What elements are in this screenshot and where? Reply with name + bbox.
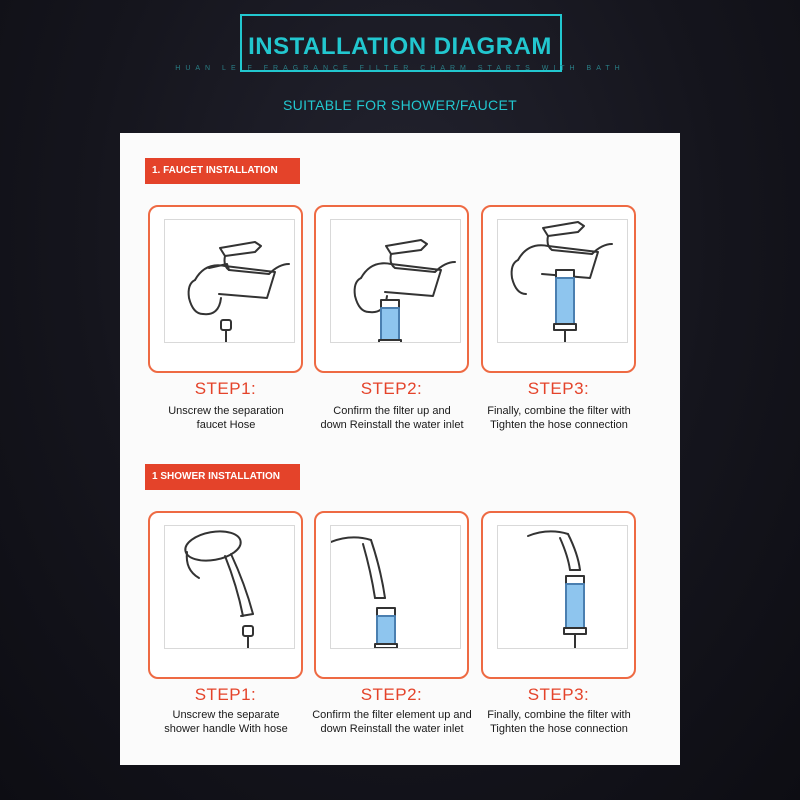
shower-step2-desc: Confirm the filter element up and down Reinstall the water inlet bbox=[312, 709, 472, 735]
shower-step1-desc: Unscrew the separate shower handle With hose bbox=[164, 709, 288, 735]
shower-step1-card bbox=[148, 511, 303, 679]
faucet-step2-card bbox=[314, 205, 469, 373]
faucet-combined-icon bbox=[498, 220, 628, 343]
faucet-step2-illustration bbox=[330, 219, 461, 343]
shower-step3-title: STEP3: bbox=[527, 685, 590, 704]
shower-step3-illustration bbox=[497, 525, 628, 649]
faucet-step3-desc: Finally, combine the filter with Tighten the hose connection bbox=[487, 405, 631, 431]
faucet-step1-title: STEP1: bbox=[194, 379, 257, 398]
shower-step2-title: STEP2: bbox=[360, 685, 423, 704]
faucet-unscrew-icon bbox=[165, 220, 295, 343]
shower-step2-card bbox=[314, 511, 469, 679]
faucet-step2-title: STEP2: bbox=[360, 379, 423, 398]
faucet-step3-illustration bbox=[497, 219, 628, 343]
shower-step2-illustration bbox=[330, 525, 461, 649]
faucet-step1-card bbox=[148, 205, 303, 373]
faucet-step3-card bbox=[481, 205, 636, 373]
faucet-step2-desc: Confirm the filter up and down Reinstall the water inlet bbox=[320, 405, 464, 431]
shower-step1-illustration bbox=[164, 525, 295, 649]
shower-unscrew-icon bbox=[165, 526, 295, 649]
faucet-step1-desc: Unscrew the separation faucet Hose bbox=[168, 405, 284, 431]
faucet-step3-title: STEP3: bbox=[527, 379, 590, 398]
shower-step1-title: STEP1: bbox=[194, 685, 257, 704]
shower-filter-icon bbox=[331, 526, 461, 649]
shower-section-label: 1 SHOWER INSTALLATION bbox=[145, 464, 300, 490]
faucet-section-label: 1. FAUCET INSTALLATION bbox=[145, 158, 300, 184]
page-subtitle: SUITABLE FOR SHOWER/FAUCET bbox=[283, 97, 517, 113]
shower-combined-icon bbox=[498, 526, 628, 649]
shower-step3-card bbox=[481, 511, 636, 679]
page-title: INSTALLATION DIAGRAM bbox=[248, 33, 552, 60]
tagline: HUAN LE F FRAGRANCE FILTER CHARM STARTS WITH BATH bbox=[175, 65, 625, 72]
faucet-step1-illustration bbox=[164, 219, 295, 343]
faucet-filter-icon bbox=[331, 220, 461, 343]
shower-step3-desc: Finally, combine the filter with Tighten the hose connection bbox=[487, 709, 631, 735]
